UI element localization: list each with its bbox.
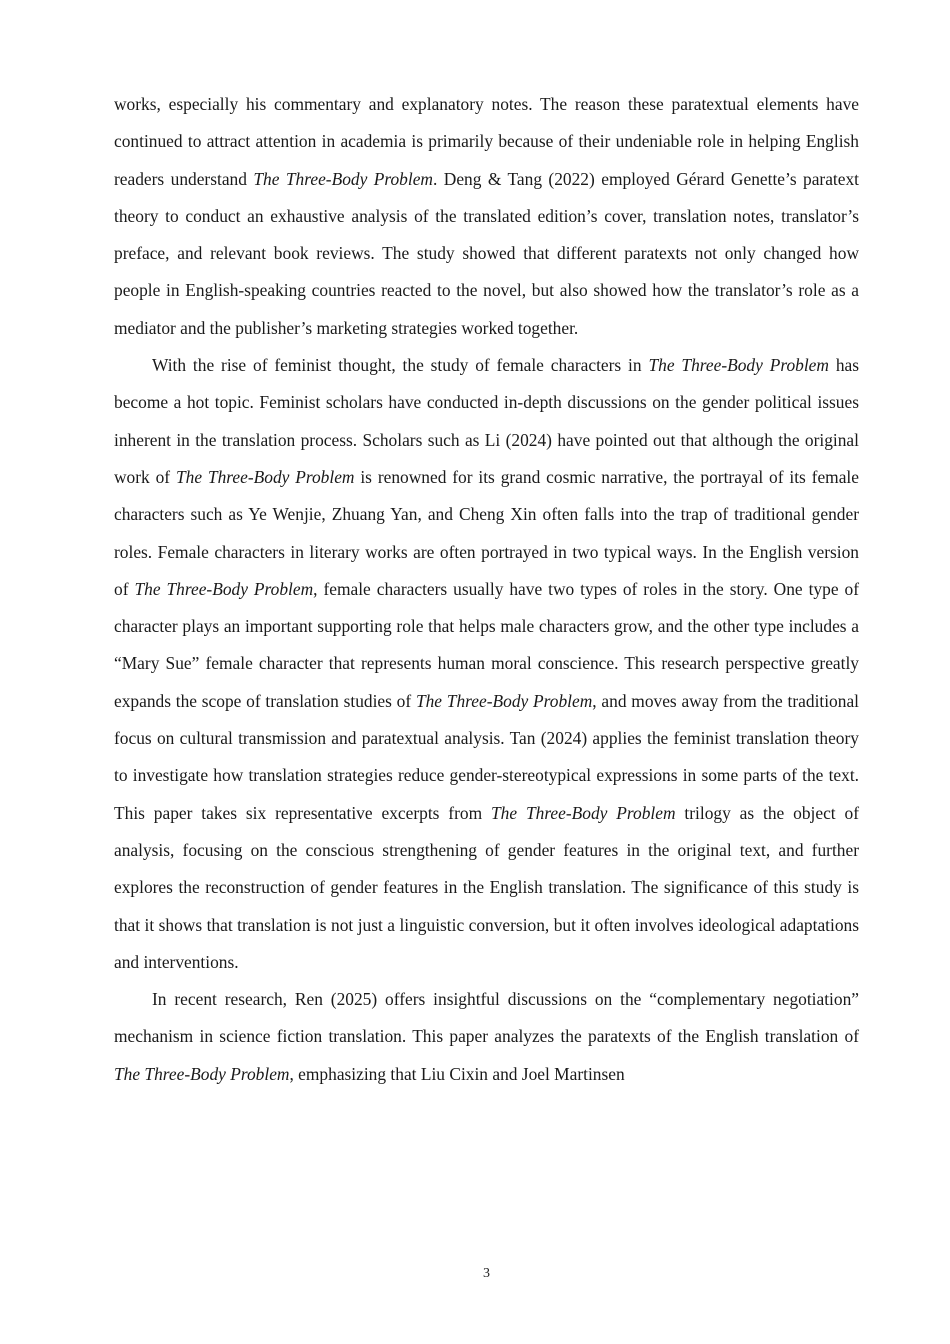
paragraph-text: With the rise of feminist thought, the study of female characters in bbox=[152, 355, 649, 376]
paragraph-text: has become a hot topic. Feminist scholars have conducted in-depth discussions on the gender political issues inherent in the translation process. Scholars such as Li (2024) have pointed out that although the original work of bbox=[114, 355, 860, 487]
paragraph-text: trilogy as the object of analysis, focusing on the conscious strengthening of gender features in the original text, and further explores the reconstruction of gender features in the English translation. The significance of this study is that it shows that translation is not just a linguistic conversion, but it often involves ideological adaptations and interventions. bbox=[114, 802, 860, 972]
paragraph-text: In recent research, Ren (2025) offers insightful discussions on the “complementary negotiation” mechanism in science fiction translation. This paper analyzes the paratexts of the English translation of bbox=[114, 989, 859, 1047]
paragraph-text: works, especially his commentary and explanatory notes. The reason these paratextual elements have continued to attract attention in academia is primarily because of their undeniable role in helping English readers understand bbox=[114, 94, 859, 189]
page-number: 3 bbox=[483, 1266, 490, 1281]
paragraph-text: , and moves away from the traditional focus on cultural transmission and paratextual analysis. Tan (2024) applies the feminist translation theory to investigate how translation strategies reduce gender-stereotypical expressions in some parts of the text. This paper takes six representative excerpts from bbox=[114, 690, 860, 823]
italic-title-text: The Three-Body Problem bbox=[134, 578, 314, 599]
paragraph-text: , emphasizing that Liu Cixin and Joel Martinsen bbox=[289, 1063, 625, 1084]
italic-title-text: The Three-Body Problem bbox=[648, 355, 829, 376]
italic-title-text: The Three-Body Problem bbox=[175, 466, 355, 487]
paragraph-text: . Deng & Tang (2022) employed Gérard Genette’s paratext theory to conduct an exhaustive analysis of the translated edition’s cover, translation notes, translator’s preface, and relevant book reviews. The study showed that different paratexts not only changed how people in English-speaking countries reacted to the novel, but also showed how the translator’s role as a mediator and the publisher’s marketing strategies worked together. bbox=[114, 168, 860, 338]
italic-title-text: The Three-Body Problem bbox=[490, 802, 676, 823]
italic-title-text: The Three-Body Problem bbox=[253, 168, 433, 189]
body-paragraph bbox=[114, 86, 859, 347]
body-paragraph bbox=[114, 347, 859, 981]
body-paragraph bbox=[114, 981, 859, 1093]
paragraph-text: is renowned for its grand cosmic narrative, the portrayal of its female characters such as Ye Wenjie, Zhuang Yan, and Cheng Xin often falls into the trap of traditional gender roles. Female characters in literary works are often portrayed in two typical ways. In the English version of bbox=[114, 466, 859, 599]
page-body bbox=[114, 86, 859, 1093]
italic-title-text: The Three-Body Problem bbox=[415, 690, 593, 711]
paragraph-text: , female characters usually have two types of roles in the story. One type of character plays an important supporting role that helps male characters grow, and the other type includes a “Mary Sue” female character that represents human moral conscience. This research perspective greatly expands the scope of translation studies of bbox=[114, 578, 859, 711]
italic-title-text: The Three-Body Problem bbox=[114, 1063, 290, 1084]
